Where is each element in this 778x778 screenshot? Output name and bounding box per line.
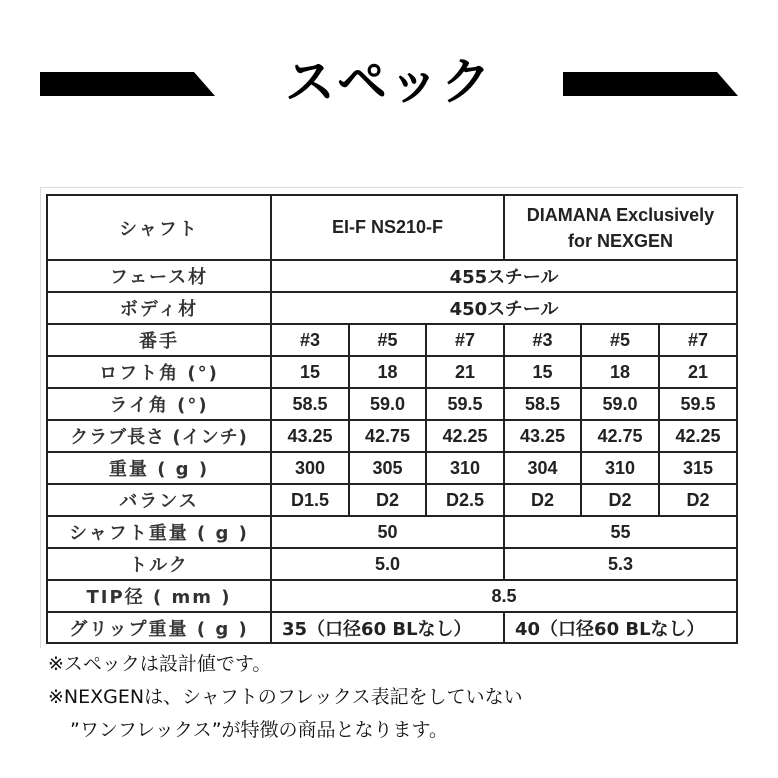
cell: 15 [271,356,349,388]
decorative-bar-right [563,72,738,96]
row-label-lie: ライ角 (°) [47,388,271,420]
cell: 58.5 [271,388,349,420]
row-label-shaft: シャフト [47,195,271,260]
footnote-3: ”ワンフレックス”が特徴の商品となります。 [70,719,449,741]
cell: 304 [504,452,581,484]
shaft-name-1: EI-F NS210-F [271,195,504,260]
cell: D2.5 [426,484,504,516]
table-row-torque [47,548,737,580]
cell: 59.5 [426,388,504,420]
shaft-name-2-line1: DIAMANA Exclusively [526,204,715,225]
table-row-shaft-weight [47,516,737,548]
row-label-tip: TIP径 ( mm ) [47,580,271,612]
page-title: スペック [285,53,493,111]
footnote-1: ※スペックは設計値です。 [48,653,272,675]
table-row-length [47,420,737,452]
cell: 18 [349,356,426,388]
cell: #3 [504,324,581,356]
cell: 59.0 [581,388,659,420]
row-label-weight: 重量 ( g ) [47,452,271,484]
spec-table [46,194,738,644]
cell: 58.5 [504,388,581,420]
cell: 18 [581,356,659,388]
table-row-grip-weight [47,612,737,643]
table-row-number [47,324,737,356]
cell: #7 [659,324,737,356]
cell: 8.5 [271,580,737,612]
table-row-lie [47,388,737,420]
cell: 42.75 [581,420,659,452]
row-label-shaft-weight: シャフト重量 ( g ) [47,516,271,548]
cell: D2 [349,484,426,516]
shaft-name-2-line2: for NEXGEN [567,230,673,251]
table-row-loft [47,356,737,388]
cell: 21 [426,356,504,388]
cell: 5.3 [504,548,737,580]
cell: #5 [581,324,659,356]
cell: 43.25 [504,420,581,452]
cell: 40（口径60 BLなし） [504,612,737,643]
cell: 300 [271,452,349,484]
table-row-tip [47,580,737,612]
cell: 50 [271,516,504,548]
cell: 42.25 [659,420,737,452]
cell: 35（口径60 BLなし） [271,612,504,643]
cell: D2 [659,484,737,516]
table-row-shaft [47,195,737,260]
cell: 21 [659,356,737,388]
table-row-balance [47,484,737,516]
cell: #5 [349,324,426,356]
cell: #7 [426,324,504,356]
cell: D2 [581,484,659,516]
cell: 42.75 [349,420,426,452]
row-label-face: フェース材 [47,260,271,292]
table-row-body [47,292,737,324]
row-label-torque: トルク [47,548,271,580]
cell: 305 [349,452,426,484]
cell: 55 [504,516,737,548]
row-label-balance: バランス [47,484,271,516]
cell: 59.5 [659,388,737,420]
row-label-length: クラブ長さ (インチ) [47,420,271,452]
cell: 310 [581,452,659,484]
footnotes [48,648,523,747]
row-label-body: ボディ材 [47,292,271,324]
cell: 315 [659,452,737,484]
row-label-number: 番手 [47,324,271,356]
row-label-grip-weight: グリップ重量 ( g ) [47,612,271,643]
cell: 59.0 [349,388,426,420]
cell: 5.0 [271,548,504,580]
cell: 42.25 [426,420,504,452]
cell: 43.25 [271,420,349,452]
cell: #3 [271,324,349,356]
table-row-weight [47,452,737,484]
row-label-loft: ロフト角 (°) [47,356,271,388]
footnote-2: ※NEXGENは、シャフトのフレックス表記をしていない [48,686,523,708]
table-row-face [47,260,737,292]
cell: 15 [504,356,581,388]
cell: D1.5 [271,484,349,516]
section-header [0,0,778,140]
shaft-name-2 [504,195,737,260]
body-material: 450スチール [271,292,737,324]
cell: D2 [504,484,581,516]
face-material: 455スチール [271,260,737,292]
cell: 310 [426,452,504,484]
